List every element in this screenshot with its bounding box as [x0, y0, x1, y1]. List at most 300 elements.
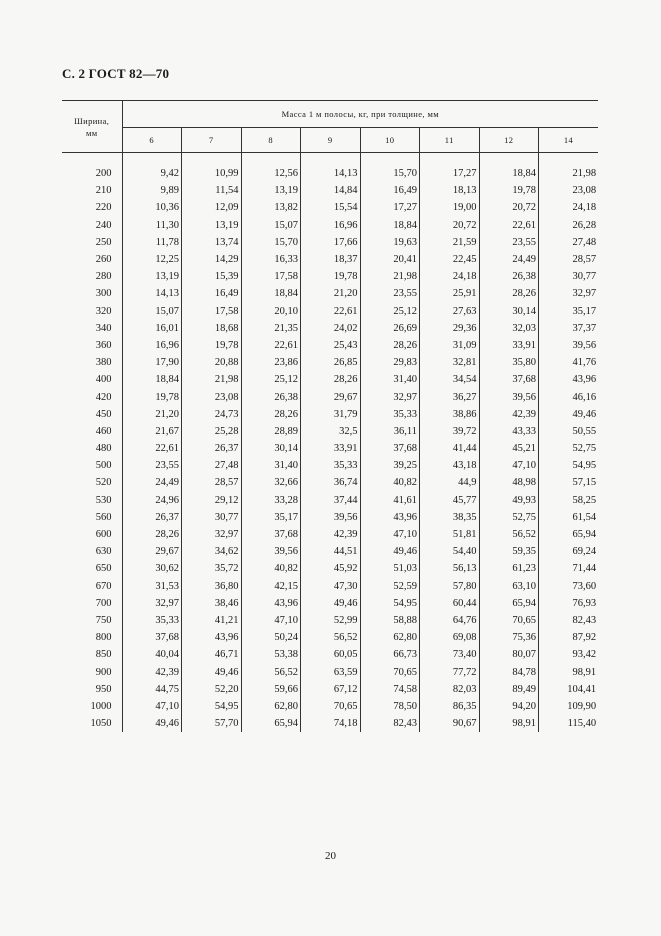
- mass-cell: 18,84: [360, 217, 420, 234]
- mass-cell: 59,66: [241, 681, 301, 698]
- mass-cell: 36,74: [301, 474, 361, 491]
- thickness-header-cell: 10: [360, 128, 420, 153]
- table-row: [62, 199, 598, 216]
- width-cell: 260: [62, 251, 122, 268]
- mass-cell: 25,91: [420, 285, 480, 302]
- mass-cell: 86,35: [420, 698, 480, 715]
- table-row: [62, 320, 598, 337]
- mass-cell: 16,49: [182, 285, 242, 302]
- mass-cell: 37,68: [479, 371, 539, 388]
- mass-cell: 24,49: [122, 474, 182, 491]
- table-row: [62, 457, 598, 474]
- page-number: 20: [325, 850, 336, 862]
- width-cell: 200: [62, 165, 122, 182]
- mass-cell: 28,57: [572, 254, 597, 266]
- mass-cell: 93,42: [572, 649, 597, 661]
- mass-cell: 67,12: [301, 681, 361, 698]
- mass-cell: 40,04: [122, 646, 182, 663]
- mass-cell: 45,21: [479, 440, 539, 457]
- width-cell: 530: [62, 492, 122, 509]
- mass-cell: 11,78: [122, 234, 182, 251]
- mass-cell: 21,98: [572, 168, 597, 180]
- mass-cell: 20,72: [420, 217, 480, 234]
- mass-cell: 35,33: [360, 406, 420, 423]
- mass-cell: 21,20: [122, 406, 182, 423]
- mass-cell: 39,56: [241, 543, 301, 560]
- mass-cell: 24,18: [420, 268, 480, 285]
- width-cell: 500: [62, 457, 122, 474]
- mass-cell: 52,75: [479, 509, 539, 526]
- mass-cell: 60,05: [301, 646, 361, 663]
- mass-cell: 17,58: [182, 303, 242, 320]
- mass-cell: 28,26: [360, 337, 420, 354]
- mass-cell: 24,18: [572, 202, 597, 214]
- spacer-row: [62, 153, 598, 166]
- mass-cell: 22,61: [241, 337, 301, 354]
- mass-cell: 59,35: [479, 543, 539, 560]
- table-row: [62, 423, 598, 440]
- mass-cell: 19,78: [301, 268, 361, 285]
- width-cell: 480: [62, 440, 122, 457]
- mass-cell: 20,10: [241, 303, 301, 320]
- mass-cell: 57,70: [182, 715, 242, 732]
- table-row: [62, 612, 598, 629]
- width-cell: 560: [62, 509, 122, 526]
- mass-cell: 26,37: [122, 509, 182, 526]
- thickness-header-row: [62, 128, 598, 153]
- mass-cell: 49,46: [572, 408, 597, 420]
- mass-cell: 18,84: [479, 165, 539, 182]
- mass-cell: 35,72: [182, 560, 242, 577]
- mass-cell: 43,96: [182, 629, 242, 646]
- mass-cell: 70,65: [360, 663, 420, 680]
- mass-cell: 18,68: [182, 320, 242, 337]
- width-cell: 950: [62, 681, 122, 698]
- mass-cell: 41,21: [182, 612, 242, 629]
- mass-column-header: Масса 1 м полосы, кг, при толщине, мм: [122, 101, 598, 128]
- mass-cell: 31,79: [301, 406, 361, 423]
- mass-cell: 25,12: [241, 371, 301, 388]
- mass-cell: 69,08: [420, 629, 480, 646]
- mass-cell: 42,39: [301, 526, 361, 543]
- mass-cell: 13,19: [241, 182, 301, 199]
- mass-cell: 14,13: [122, 285, 182, 302]
- mass-cell: 23,55: [479, 234, 539, 251]
- mass-cell: 18,13: [420, 182, 480, 199]
- mass-cell: 57,80: [420, 578, 480, 595]
- mass-cell: 26,37: [182, 440, 242, 457]
- mass-cell: 32,66: [241, 474, 301, 491]
- mass-cell: 13,19: [182, 217, 242, 234]
- mass-cell: 66,73: [360, 646, 420, 663]
- mass-cell: 82,43: [360, 715, 420, 732]
- mass-cell: 28,57: [182, 474, 242, 491]
- mass-cell: 26,28: [572, 219, 597, 231]
- mass-cell: 28,26: [479, 285, 539, 302]
- mass-cell: 89,49: [479, 681, 539, 698]
- mass-cell: 35,80: [479, 354, 539, 371]
- mass-cell: 65,94: [479, 595, 539, 612]
- table-row: [62, 715, 598, 732]
- mass-cell: 29,36: [420, 320, 480, 337]
- mass-cell: 48,98: [479, 474, 539, 491]
- mass-cell: 51,81: [420, 526, 480, 543]
- mass-cell: 25,28: [182, 423, 242, 440]
- mass-cell: 37,68: [360, 440, 420, 457]
- mass-cell: 63,10: [479, 578, 539, 595]
- width-cell: 340: [62, 320, 122, 337]
- mass-cell: 14,84: [301, 182, 361, 199]
- width-cell: 420: [62, 388, 122, 405]
- mass-cell: 52,99: [301, 612, 361, 629]
- mass-cell: 29,12: [182, 492, 242, 509]
- mass-cell: 22,45: [420, 251, 480, 268]
- mass-cell: 35,17: [241, 509, 301, 526]
- mass-cell: 45,77: [420, 492, 480, 509]
- mass-cell: 36,27: [420, 388, 480, 405]
- mass-cell: 37,68: [122, 629, 182, 646]
- mass-cell: 15,07: [122, 303, 182, 320]
- table-row: [62, 629, 598, 646]
- thickness-header-cell: 11: [420, 128, 480, 153]
- thickness-header-cell: 14: [539, 128, 599, 153]
- mass-cell: 39,56: [301, 509, 361, 526]
- mass-cell: 37,68: [241, 526, 301, 543]
- mass-cell: 32,97: [122, 595, 182, 612]
- table-row: [62, 560, 598, 577]
- thickness-header-cell: 8: [241, 128, 301, 153]
- mass-cell: 21,35: [241, 320, 301, 337]
- mass-cell: 14,13: [301, 165, 361, 182]
- mass-cell: 36,80: [182, 578, 242, 595]
- mass-cell: 54,95: [572, 460, 597, 472]
- mass-cell: 44,75: [122, 681, 182, 698]
- mass-cell: 23,86: [241, 354, 301, 371]
- mass-cell: 74,58: [360, 681, 420, 698]
- width-cell: 670: [62, 578, 122, 595]
- mass-cell: 78,50: [360, 698, 420, 715]
- table-row: [62, 543, 598, 560]
- mass-cell: 17,27: [420, 165, 480, 182]
- mass-cell: 65,94: [241, 715, 301, 732]
- mass-cell: 11,30: [122, 217, 182, 234]
- mass-cell: 10,99: [182, 165, 242, 182]
- mass-cell: 29,67: [301, 388, 361, 405]
- mass-cell: 32,97: [572, 288, 597, 300]
- thickness-header-cell: 6: [122, 128, 182, 153]
- mass-cell: 44,51: [301, 543, 361, 560]
- mass-cell: 19,63: [360, 234, 420, 251]
- width-cell: 210: [62, 182, 122, 199]
- mass-cell: 46,16: [572, 391, 597, 403]
- width-cell: 220: [62, 199, 122, 216]
- mass-cell: 20,72: [479, 199, 539, 216]
- mass-cell: 40,82: [241, 560, 301, 577]
- mass-cell: 40,82: [360, 474, 420, 491]
- mass-cell: 49,46: [182, 663, 242, 680]
- mass-cell: 94,20: [479, 698, 539, 715]
- mass-cell: 54,40: [420, 543, 480, 560]
- width-header-line2: мм: [85, 127, 98, 138]
- mass-cell: 27,63: [420, 303, 480, 320]
- mass-cell: 82,03: [420, 681, 480, 698]
- mass-cell: 18,84: [241, 285, 301, 302]
- table-row: [62, 526, 598, 543]
- mass-cell: 19,78: [122, 388, 182, 405]
- mass-cell: 42,15: [241, 578, 301, 595]
- mass-cell: 37,37: [572, 322, 597, 334]
- mass-cell: 52,20: [182, 681, 242, 698]
- mass-cell: 47,10: [479, 457, 539, 474]
- width-cell: 600: [62, 526, 122, 543]
- mass-cell: 32,5: [301, 423, 361, 440]
- mass-cell: 35,33: [122, 612, 182, 629]
- mass-cell: 21,98: [360, 268, 420, 285]
- mass-cell: 27,48: [572, 236, 597, 248]
- mass-cell: 47,10: [360, 526, 420, 543]
- mass-cell: 19,78: [479, 182, 539, 199]
- mass-cell: 34,62: [182, 543, 242, 560]
- mass-cell: 49,46: [122, 715, 182, 732]
- mass-cell: 26,85: [301, 354, 361, 371]
- mass-cell: 32,97: [360, 388, 420, 405]
- mass-cell: 39,25: [360, 457, 420, 474]
- mass-cell: 16,96: [122, 337, 182, 354]
- mass-cell: 12,09: [182, 199, 242, 216]
- mass-cell: 29,67: [122, 543, 182, 560]
- width-column-header: [62, 101, 122, 153]
- mass-cell: 15,07: [241, 217, 301, 234]
- table-row: [62, 595, 598, 612]
- mass-cell: 25,43: [301, 337, 361, 354]
- mass-cell: 23,08: [572, 185, 597, 197]
- mass-cell: 32,81: [420, 354, 480, 371]
- mass-cell: 28,89: [241, 423, 301, 440]
- mass-cell: 32,97: [182, 526, 242, 543]
- mass-cell: 109,90: [567, 700, 597, 712]
- width-cell: 630: [62, 543, 122, 560]
- table-row: [62, 234, 598, 251]
- mass-cell: 24,49: [479, 251, 539, 268]
- table-row: [62, 388, 598, 405]
- mass-cell: 49,46: [360, 543, 420, 560]
- mass-cell: 16,01: [122, 320, 182, 337]
- table-row: [62, 440, 598, 457]
- mass-cell: 36,11: [360, 423, 420, 440]
- mass-cell: 42,39: [479, 406, 539, 423]
- mass-cell: 70,65: [479, 612, 539, 629]
- width-cell: 750: [62, 612, 122, 629]
- mass-cell: 21,98: [182, 371, 242, 388]
- mass-cell: 28,26: [301, 371, 361, 388]
- mass-cell: 23,08: [182, 388, 242, 405]
- table-row: [62, 509, 598, 526]
- mass-cell: 15,39: [182, 268, 242, 285]
- mass-table: [62, 100, 598, 732]
- table-row: [62, 698, 598, 715]
- mass-cell: 62,80: [241, 698, 301, 715]
- mass-cell: 9,89: [122, 182, 182, 199]
- mass-cell: 12,56: [241, 165, 301, 182]
- mass-cell: 21,20: [301, 285, 361, 302]
- mass-cell: 43,96: [572, 374, 597, 386]
- mass-cell: 43,96: [360, 509, 420, 526]
- mass-cell: 33,91: [301, 440, 361, 457]
- table-row: [62, 285, 598, 302]
- mass-cell: 26,69: [360, 320, 420, 337]
- mass-cell: 73,40: [420, 646, 480, 663]
- mass-cell: 54,95: [360, 595, 420, 612]
- mass-cell: 13,82: [241, 199, 301, 216]
- mass-cell: 104,41: [567, 683, 597, 695]
- mass-cell: 13,74: [182, 234, 242, 251]
- mass-cell: 24,96: [122, 492, 182, 509]
- mass-cell: 61,54: [572, 511, 597, 523]
- width-cell: 300: [62, 285, 122, 302]
- mass-cell: 50,24: [241, 629, 301, 646]
- mass-cell: 71,44: [572, 563, 597, 575]
- mass-cell: 14,29: [182, 251, 242, 268]
- mass-cell: 23,55: [122, 457, 182, 474]
- thickness-header-cell: 12: [479, 128, 539, 153]
- mass-cell: 54,95: [182, 698, 242, 715]
- mass-cell: 22,61: [479, 217, 539, 234]
- mass-cell: 76,93: [572, 597, 597, 609]
- mass-cell: 9,42: [122, 165, 182, 182]
- width-cell: 400: [62, 371, 122, 388]
- mass-cell: 77,72: [420, 663, 480, 680]
- mass-cell: 60,44: [420, 595, 480, 612]
- mass-cell: 30,14: [241, 440, 301, 457]
- mass-cell: 50,55: [572, 425, 597, 437]
- mass-cell: 21,59: [420, 234, 480, 251]
- width-cell: 1050: [62, 715, 122, 732]
- mass-cell: 17,27: [360, 199, 420, 216]
- mass-cell: 47,10: [241, 612, 301, 629]
- table-row: [62, 251, 598, 268]
- mass-cell: 31,09: [420, 337, 480, 354]
- mass-cell: 75,36: [479, 629, 539, 646]
- table-row: [62, 182, 598, 199]
- mass-cell: 33,91: [479, 337, 539, 354]
- width-cell: 450: [62, 406, 122, 423]
- mass-cell: 18,84: [122, 371, 182, 388]
- mass-cell: 12,25: [122, 251, 182, 268]
- width-cell: 700: [62, 595, 122, 612]
- mass-cell: 24,73: [182, 406, 242, 423]
- mass-cell: 49,93: [479, 492, 539, 509]
- mass-cell: 39,72: [420, 423, 480, 440]
- mass-cell: 47,30: [301, 578, 361, 595]
- mass-cell: 31,40: [241, 457, 301, 474]
- mass-cell: 24,02: [301, 320, 361, 337]
- mass-cell: 35,17: [572, 305, 597, 317]
- mass-cell: 31,53: [122, 578, 182, 595]
- mass-cell: 33,28: [241, 492, 301, 509]
- mass-cell: 39,56: [572, 339, 597, 351]
- table-body: [62, 153, 598, 733]
- mass-cell: 15,70: [360, 165, 420, 182]
- mass-cell: 27,48: [182, 457, 242, 474]
- width-cell: 850: [62, 646, 122, 663]
- mass-cell: 51,03: [360, 560, 420, 577]
- mass-cell: 31,40: [360, 371, 420, 388]
- mass-cell: 45,92: [301, 560, 361, 577]
- mass-cell: 49,46: [301, 595, 361, 612]
- mass-cell: 115,40: [567, 718, 597, 730]
- mass-cell: 16,33: [241, 251, 301, 268]
- table-row: [62, 681, 598, 698]
- mass-cell: 80,07: [479, 646, 539, 663]
- mass-cell: 29,83: [360, 354, 420, 371]
- mass-cell: 21,67: [122, 423, 182, 440]
- table-row: [62, 663, 598, 680]
- mass-cell: 19,78: [182, 337, 242, 354]
- width-header-line1: Ширина,: [74, 115, 110, 126]
- mass-cell: 58,88: [360, 612, 420, 629]
- mass-cell: 47,10: [122, 698, 182, 715]
- width-cell: 800: [62, 629, 122, 646]
- mass-cell: 38,35: [420, 509, 480, 526]
- table-row: [62, 268, 598, 285]
- table-row: [62, 354, 598, 371]
- mass-cell: 70,65: [301, 698, 361, 715]
- mass-cell: 16,49: [360, 182, 420, 199]
- mass-cell: 52,75: [572, 443, 597, 455]
- thickness-header-cell: 7: [182, 128, 242, 153]
- mass-cell: 87,92: [572, 632, 597, 644]
- width-cell: 250: [62, 234, 122, 251]
- mass-cell: 34,54: [420, 371, 480, 388]
- table-row: [62, 303, 598, 320]
- mass-cell: 43,33: [479, 423, 539, 440]
- mass-cell: 38,86: [420, 406, 480, 423]
- mass-cell: 17,90: [122, 354, 182, 371]
- mass-cell: 15,54: [301, 199, 361, 216]
- mass-cell: 64,76: [420, 612, 480, 629]
- table-row: [62, 474, 598, 491]
- mass-cell: 98,91: [572, 666, 597, 678]
- width-cell: 320: [62, 303, 122, 320]
- mass-cell: 22,61: [301, 303, 361, 320]
- mass-cell: 56,52: [241, 663, 301, 680]
- mass-cell: 20,41: [360, 251, 420, 268]
- table-row: [62, 578, 598, 595]
- mass-cell: 26,38: [241, 388, 301, 405]
- table-row: [62, 492, 598, 509]
- mass-cell: 74,18: [301, 715, 361, 732]
- mass-cell: 32,03: [479, 320, 539, 337]
- mass-cell: 19,00: [420, 199, 480, 216]
- mass-cell: 65,94: [572, 529, 597, 541]
- mass-cell: 98,91: [479, 715, 539, 732]
- mass-cell: 56,52: [479, 526, 539, 543]
- table-row: [62, 217, 598, 234]
- mass-cell: 43,96: [241, 595, 301, 612]
- mass-cell: 20,88: [182, 354, 242, 371]
- width-cell: 520: [62, 474, 122, 491]
- mass-cell: 53,38: [241, 646, 301, 663]
- mass-cell: 57,15: [572, 477, 597, 489]
- mass-cell: 38,46: [182, 595, 242, 612]
- mass-cell: 46,71: [182, 646, 242, 663]
- mass-cell: 82,43: [572, 614, 597, 626]
- mass-cell: 41,61: [360, 492, 420, 509]
- mass-cell: 43,18: [420, 457, 480, 474]
- mass-cell: 41,76: [572, 357, 597, 369]
- page-header: С. 2 ГОСТ 82—70: [62, 66, 170, 81]
- mass-cell: 23,55: [360, 285, 420, 302]
